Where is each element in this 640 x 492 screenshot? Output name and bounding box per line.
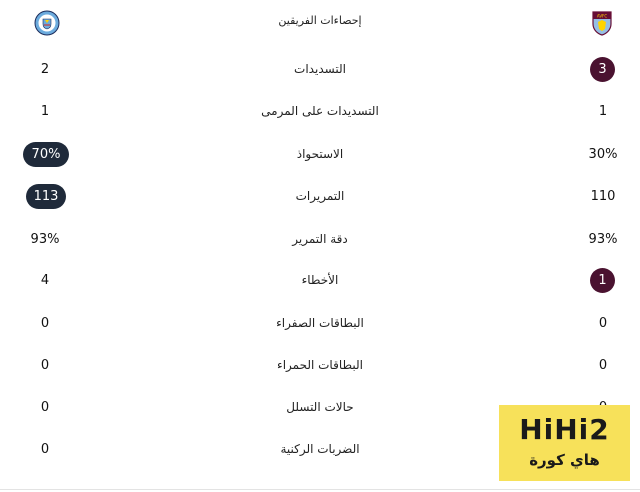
page-title: إحصاءات الفريقين [278,14,362,27]
right-value: 0 [598,358,608,373]
right-value-highlighted: 1 [590,268,615,293]
left-value: 0 [40,400,50,415]
left-value: 0 [40,316,50,331]
left-value: 4 [40,273,50,288]
stat-label: البطاقات الحمراء [277,358,363,372]
stat-row-shots-on-target [0,95,640,129]
hihi2-watermark-logo [499,405,630,481]
stat-row-yellow-cards [0,307,640,341]
left-value: 93% [30,232,60,247]
man-city-crest-icon [34,10,60,36]
bottom-divider [0,489,640,490]
watermark-main-text: HiHi2 [519,413,610,446]
stat-row-shots [0,53,640,87]
left-value: 0 [40,358,50,373]
stat-row-fouls [0,264,640,298]
stats-header [0,0,640,44]
svg-text:AVFC: AVFC [596,13,608,19]
stat-label: التمريرات [295,189,345,203]
right-value: 1 [598,104,608,119]
stat-row-possession [0,138,640,172]
stat-label: البطاقات الصفراء [276,316,364,330]
right-value: 30% [588,147,618,162]
right-value: 0 [598,316,608,331]
left-value-highlighted: 70% [23,142,69,167]
left-value: 2 [40,62,50,77]
right-value: 93% [588,232,618,247]
stat-label: الاستحواذ [296,147,344,161]
stat-label: دقة التمرير [292,232,348,246]
right-value: 110 [590,189,616,204]
stat-label: حالات التسلل [286,400,354,414]
stat-label: الضربات الركنية [280,442,360,456]
left-value: 0 [40,442,50,457]
stat-label: التسديدات على المرمى [261,104,379,118]
stat-row-red-cards [0,349,640,383]
right-value-highlighted: 3 [590,57,615,82]
stat-row-pass-accuracy [0,223,640,257]
stat-row-passes [0,180,640,214]
left-value-highlighted: 113 [26,184,66,209]
stat-label: التسديدات [294,62,346,76]
watermark-sub-text: هاي كورة [529,451,600,469]
stat-label: الأخطاء [301,273,339,287]
left-value: 1 [40,104,50,119]
